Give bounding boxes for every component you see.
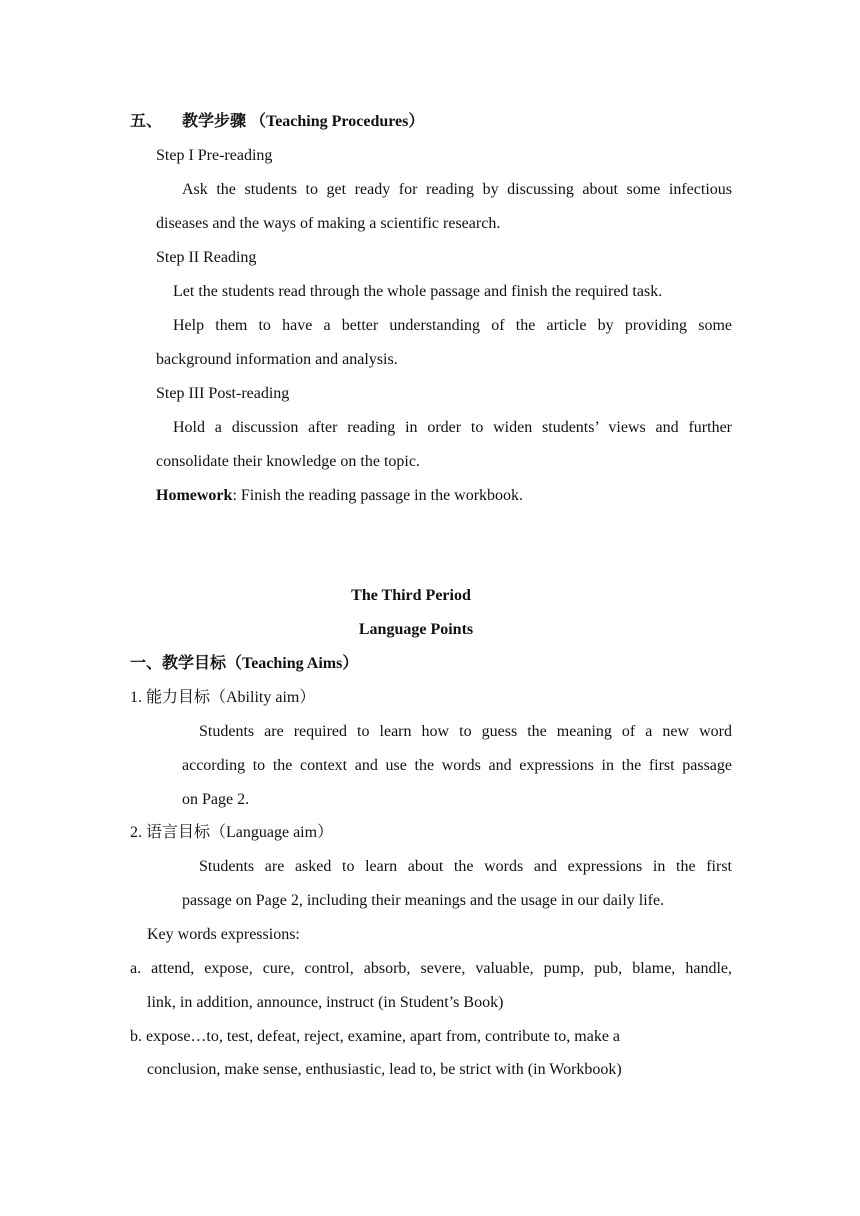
language-aim-line2: passage on Page 2, including their meanings and the usage in our daily life.: [182, 892, 665, 909]
procedures-heading-number: 五、: [130, 113, 163, 130]
step3-title: Step III Post-reading: [156, 385, 290, 402]
homework-text: : Finish the reading passage in the workbook.: [232, 487, 524, 504]
step2-title: Step II Reading: [156, 249, 257, 266]
key-words-list-a-line2: link, in addition, announce, instruct (in Student’s Book): [147, 994, 504, 1011]
step2-text-line2: Help them to have a better understanding of the article by providing some: [173, 317, 732, 334]
ability-aim-line2: according to the context and use the words and expressions in the first passage: [182, 757, 732, 774]
ability-aim-title: 1. 能力目标（Ability aim）: [130, 689, 316, 706]
key-words-title: Key words expressions:: [147, 926, 300, 943]
period-title: The Third Period: [351, 587, 471, 604]
step2-text-line3: background information and analysis.: [156, 351, 398, 368]
step1-title: Step I Pre-reading: [156, 147, 273, 164]
step1-text-line1: Ask the students to get ready for reading by discussing about some infectious: [182, 181, 732, 198]
procedures-heading: 教学步骤 （Teaching Procedures）: [182, 113, 425, 130]
ability-aim-line1: Students are required to learn how to guess the meaning of a new word: [199, 723, 732, 740]
language-aim-title: 2. 语言目标（Language aim）: [130, 824, 334, 841]
key-words-list-a-line1: a. attend, expose, cure, control, absorb, severe, valuable, pump, pub, blame, handle,: [130, 960, 732, 977]
homework-line: [156, 486, 523, 506]
language-aim-line1: Students are asked to learn about the words and expressions in the first: [199, 858, 732, 875]
aims-heading: 一、教学目标（Teaching Aims）: [130, 655, 359, 672]
step3-text-line1: Hold a discussion after reading in order to widen students’ views and further: [173, 419, 732, 436]
key-words-list-b-line2: conclusion, make sense, enthusiastic, lead to, be strict with (in Workbook): [147, 1061, 622, 1078]
step2-text-line1: Let the students read through the whole passage and finish the required task.: [173, 283, 663, 300]
homework-label: Homework: [156, 487, 233, 504]
step3-text-line2: consolidate their knowledge on the topic.: [156, 453, 420, 470]
key-words-list-b-line1: b. expose…to, test, defeat, reject, examine, apart from, contribute to, make a: [130, 1028, 621, 1045]
ability-aim-line3: on Page 2.: [182, 791, 250, 808]
period-subtitle: Language Points: [358, 621, 474, 638]
step1-text-line2: diseases and the ways of making a scientific research.: [156, 215, 501, 232]
